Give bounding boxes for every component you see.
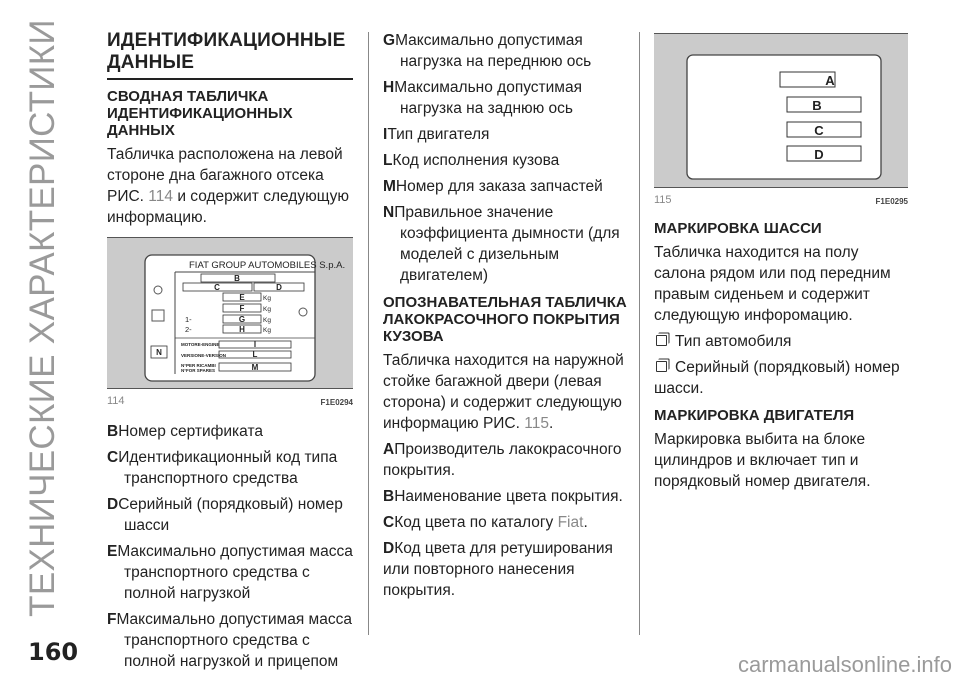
plate-label-n: N [156,348,162,357]
legend-item: CКод цвета по каталогу Fiat. [383,514,588,531]
paint-label-a: A [825,73,835,88]
figure-ref-114[interactable]: 114 [148,188,174,205]
plate-label-i: I [253,340,257,349]
paint-label-b: B [812,98,822,113]
id-plate-legend-continued [383,30,628,286]
checkbox-bullet-icon [656,361,667,372]
legend-item: GМаксимально допустимая нагрузка на переднюю ось [383,32,592,70]
legend-item: EМаксимально допустимая масса транспортного средства с полной нагрузкой [107,543,353,602]
svg-text:Kg: Kg [263,306,271,313]
column-divider [639,32,640,635]
plate-label-d: D [276,283,282,292]
svg-text:1-: 1- [185,315,192,324]
chapter-side-title [18,15,68,620]
svg-text:Kg: Kg [263,317,271,324]
page-title: ИДЕНТИФИКАЦИОННЫЕ ДАННЫЕ [107,30,353,80]
paint-plate-legend [383,439,628,601]
plate-header-text: FIAT GROUP AUTOMOBILES S.p.A. [189,260,346,271]
plate-label-h: H [239,325,245,334]
engine-text: Маркировка выбита на блоке цилиндров и включает тип и порядковый номер двигателя. [654,431,871,490]
legend-item: IТип двигателя [383,126,490,143]
section-title-engine: МАРКИРОВКА ДВИГАТЕЛЯ [654,407,855,424]
legend-item: HМаксимально допустимая нагрузка на заднюю ось [383,79,582,117]
plate-label-c: C [214,283,220,292]
figure-caption-115 [654,190,908,212]
legend-item: BНаименование цвета покрытия. [383,488,623,505]
legend-item: DСерийный (порядковый) номер шасси [107,496,343,534]
svg-text:Kg: Kg [263,327,271,334]
section-title-paint-plate: ОПОЗНАВАТЕЛЬНАЯ ТАБЛИЧКА ЛАКОКРАСОЧНОГО ПОКРЫТИЯ КУЗОВА [383,294,627,345]
column-3 [654,30,908,497]
legend-item: CИдентификационный код типа транспортного средства [107,449,338,487]
legend-item: LКод исполнения кузова [383,152,560,169]
figure-115 [654,33,908,188]
plate-label-b: B [234,274,240,283]
legend-item: MНомер для заказа запчастей [383,178,603,195]
paint-plate-intro: Табличка находится на наружной стойке багажной двери (левая сторона) и содержит следующую информацию РИС. 115. [383,352,624,432]
plate-label-g: G [238,315,246,324]
svg-text:2-: 2- [185,325,192,334]
plate-label-m: M [251,363,259,372]
legend-item: FМаксимально допустимая масса транспортного средства с полной нагрузкой и прицепом [107,611,352,670]
legend-item: NПравильное значение коэффициента дымности (для моделей с дизельным двигателем) [383,204,620,284]
figure-ref-115[interactable]: 115 [524,415,549,432]
column-divider [368,32,369,635]
plate-label-f: F [239,304,245,313]
figure-code: F1E0295 [875,197,908,206]
plate-label-e: E [239,293,245,302]
legend-item: DКод цвета для ретуширования или повторного нанесения покрытия. [383,540,613,599]
chapter-side-title-text: ТЕХНИЧЕСКИЕ ХАРАКТЕРИСТИКИ [23,18,62,617]
plate-label-l: L [252,350,258,359]
plate-label-ricambi-2: N°FOR SPARES [181,368,215,373]
checkbox-bullet-icon [656,335,667,346]
plate-label-ricambi-1: N°PER RICAMBI [181,363,216,368]
section-title-chassis: МАРКИРОВКА ШАССИ [654,220,822,237]
bullet-item: Тип автомобиля [654,331,908,352]
svg-text:Kg: Kg [263,295,271,302]
plate-label-motore: MOTORE-ENGINE [181,342,220,347]
bullet-item: Серийный (порядковый) номер шасси. [654,359,900,397]
page-number: 160 [28,638,79,666]
watermark-text: carmanualsonline.info [737,652,952,677]
legend-item: AПроизводитель лакокрасочного покрытия. [383,441,622,479]
legend-item: BНомер сертификата [107,423,263,440]
chassis-text: Табличка находится на полу салона рядом или под передним правым сиденьем и содержит следующую инфоромацию. [654,244,891,324]
paint-plate-illustration [654,34,908,187]
figure-number: 114 [107,395,125,407]
id-plate-legend [107,421,353,672]
figure-code: F1E0294 [320,398,353,407]
figure-114 [107,237,353,389]
paint-plate-outline [687,55,881,179]
plate-label-versione: VERSIONE-VERSION [181,353,227,358]
paint-label-c: C [814,123,824,138]
paint-label-d: D [814,147,824,162]
figure-caption-114 [107,391,353,413]
id-plate-intro: Табличка расположена на левой стороне дна багажного отсека РИС. 114 и содержит следующую информацию. [107,146,350,226]
column-1 [107,30,353,677]
column-2 [383,30,628,606]
id-plate-illustration [107,238,353,388]
section-title-id-plate: СВОДНАЯ ТАБЛИЧКА ИДЕНТИФИКАЦИОННЫХ ДАННЫХ [107,88,293,139]
figure-number: 115 [654,194,672,206]
